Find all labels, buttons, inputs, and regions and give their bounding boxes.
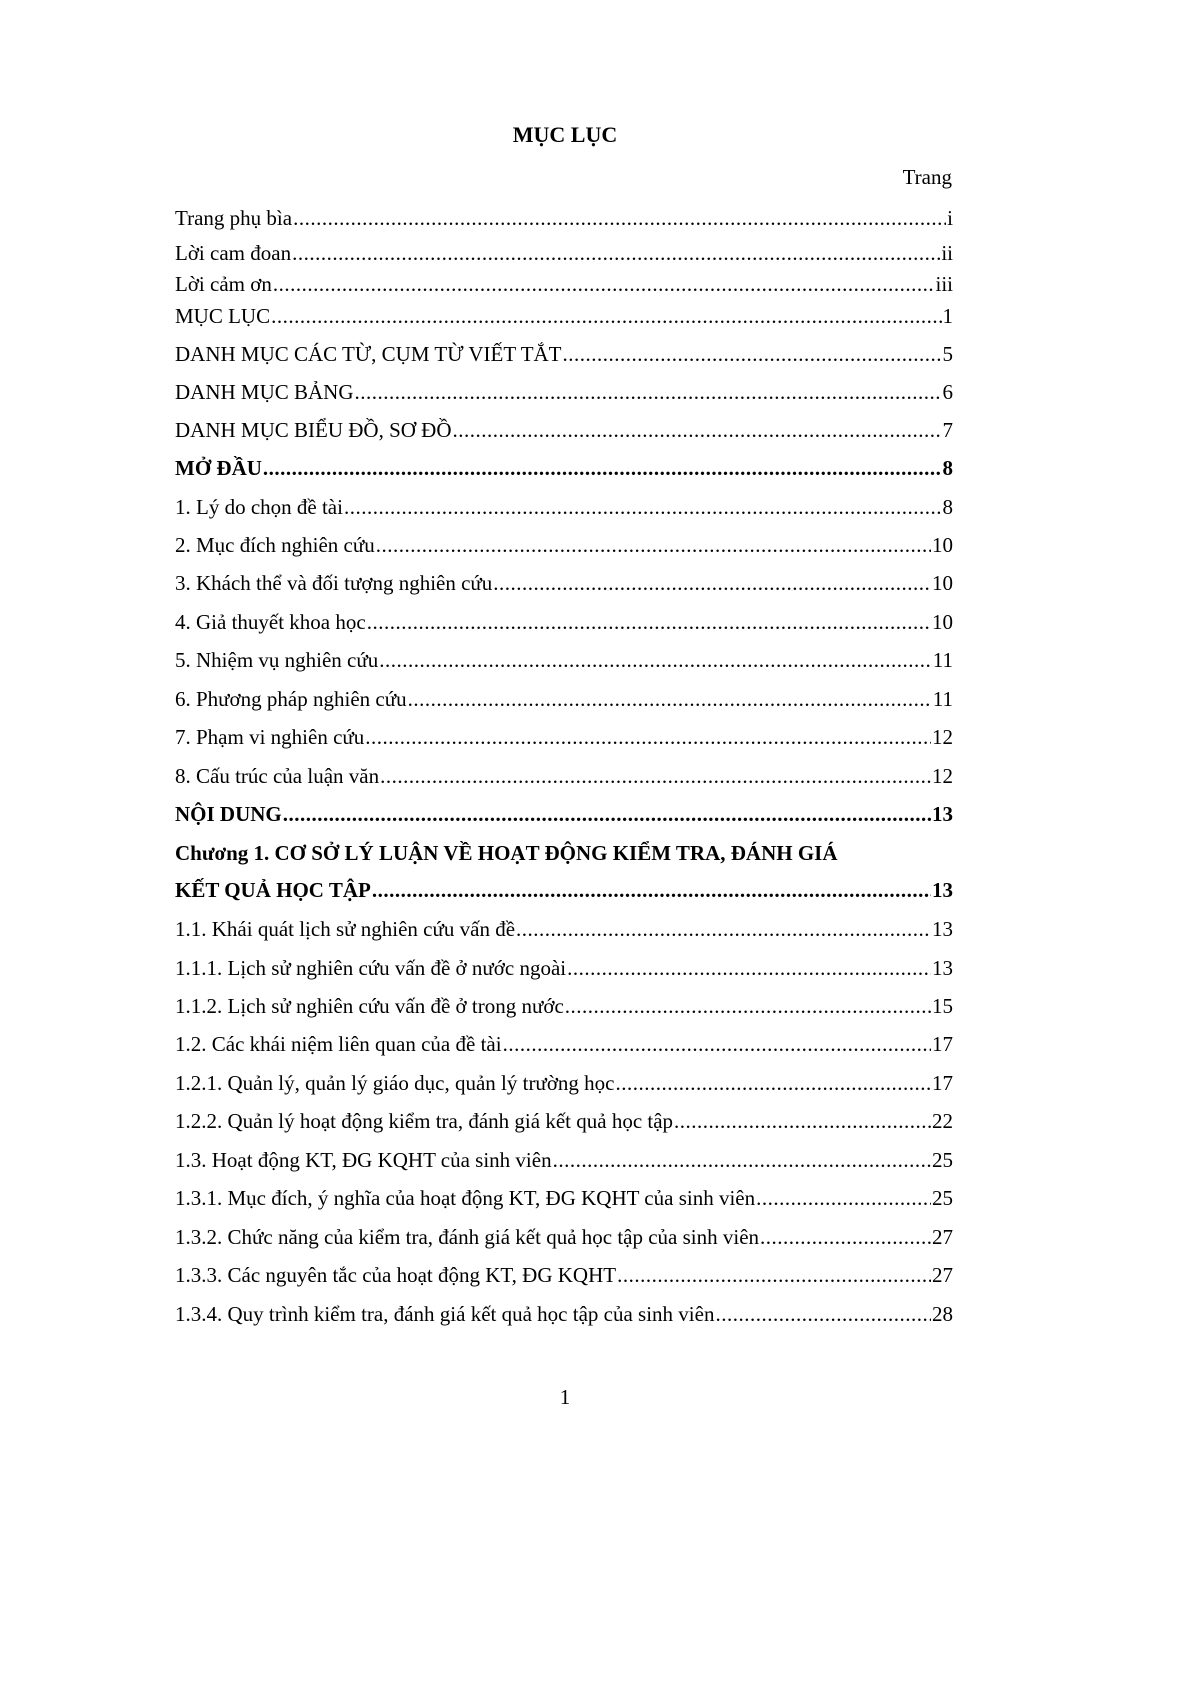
page-column-header: Trang: [902, 165, 952, 189]
toc-entry: DANH MỤC CÁC TỪ, CỤM TỪ VIẾT TẮT ..... 5: [175, 339, 953, 369]
toc-entry: 6. Phương pháp nghiên cứu ..... 11: [175, 684, 953, 714]
toc-entry: 1.2.2. Quản lý hoạt động kiểm tra, đánh giá kết quả học tập ..... 22: [175, 1106, 953, 1136]
toc-entry: 1.3.3. Các nguyên tắc của hoạt động KT, ĐG KQHT ..... 27: [175, 1260, 953, 1290]
toc-entry: Trang phụ bìa ..... i: [175, 203, 953, 233]
toc-entry: 5. Nhiệm vụ nghiên cứu ..... 11: [175, 645, 953, 675]
toc-entry: 1.3.4. Quy trình kiểm tra, đánh giá kết quả học tập của sinh viên ..... 28: [175, 1299, 953, 1329]
toc-entry: 8. Cấu trúc của luận văn ..... 12: [175, 761, 953, 791]
toc-entry: MỤC LỤC ..... 1: [175, 301, 953, 331]
toc-entry: MỞ ĐẦU ..... 8: [175, 453, 953, 483]
toc-entry: 1.1.1. Lịch sử nghiên cứu vấn đề ở nước ngoài ..... 13: [175, 953, 953, 983]
toc-entry: 1.2.1. Quản lý, quản lý giáo dục, quản lý trường học ..... 17: [175, 1068, 953, 1098]
toc-entry: 4. Giả thuyết khoa học ..... 10: [175, 607, 953, 637]
toc-entry: Lời cam đoan ..... ii: [175, 238, 953, 268]
toc-entry: 2. Mục đích nghiên cứu ..... 10: [175, 530, 953, 560]
toc-entry: 1.1.2. Lịch sử nghiên cứu vấn đề ở trong nước ..... 15: [175, 991, 953, 1021]
toc-entry: 1.1. Khái quát lịch sử nghiên cứu vấn đề ..... 13: [175, 914, 953, 944]
toc-entry: 7. Phạm vi nghiên cứu ..... 12: [175, 722, 953, 752]
toc-entry: 1.3. Hoạt động KT, ĐG KQHT của sinh viên ..... 25: [175, 1145, 953, 1175]
toc-entry: 1.2. Các khái niệm liên quan của đề tài ..... 17: [175, 1029, 953, 1059]
toc-entry: NỘI DUNG ..... 13: [175, 799, 953, 829]
toc-entry: DANH MỤC BIỂU ĐỒ, SƠ ĐỒ ..... 7: [175, 415, 953, 445]
page-number: 1: [559, 1385, 571, 1409]
toc-entry: Lời cảm ơn ..... iii: [175, 269, 953, 299]
chapter-heading: Chương 1. CƠ SỞ LÝ LUẬN VỀ HOẠT ĐỘNG KIỂM TRA, ĐÁNH GIÁ: [175, 841, 838, 865]
toc-entry: 1.3.1. Mục đích, ý nghĩa của hoạt động KT, ĐG KQHT của sinh viên ..... 25: [175, 1183, 953, 1213]
toc-entry: 1. Lý do chọn đề tài ..... 8: [175, 492, 953, 522]
toc-entry: 1.3.2. Chức năng của kiểm tra, đánh giá kết quả học tập của sinh viên ..... 27: [175, 1222, 953, 1252]
toc-entry: KẾT QUẢ HỌC TẬP ..... 13: [175, 875, 953, 905]
toc-entry: 3. Khách thể và đối tượng nghiên cứu ..... 10: [175, 568, 953, 598]
page-title: MỤC LỤC: [512, 122, 618, 147]
toc-entry: DANH MỤC BẢNG ..... 6: [175, 377, 953, 407]
